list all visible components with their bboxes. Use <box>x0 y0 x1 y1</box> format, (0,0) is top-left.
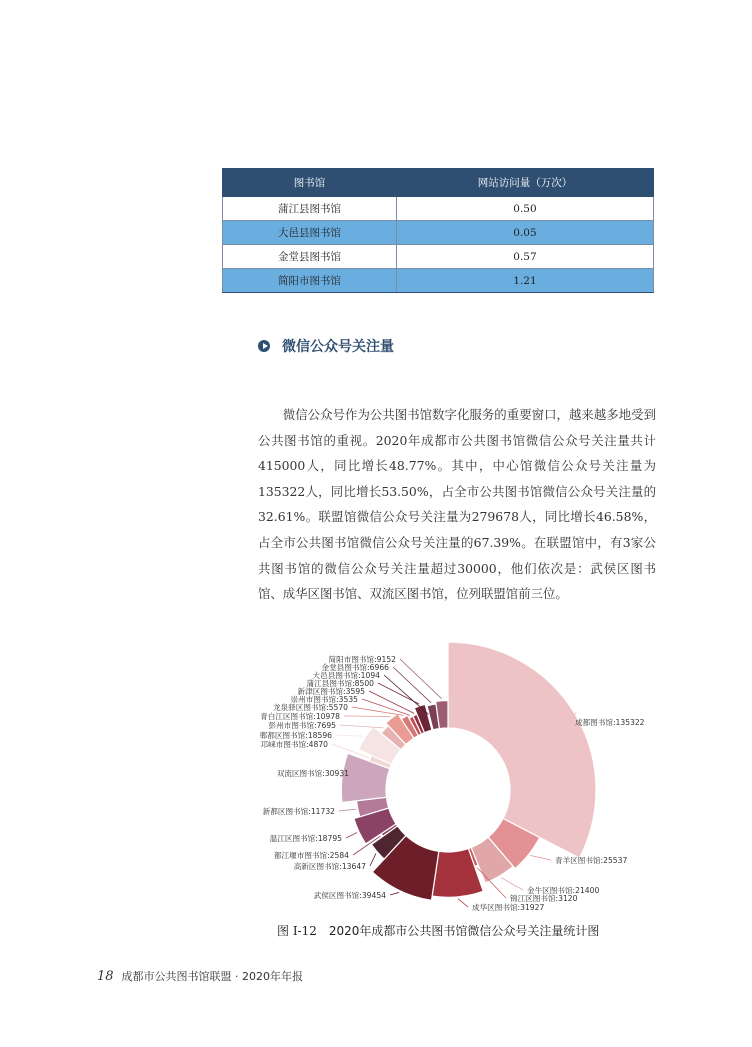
leader-line <box>458 899 468 907</box>
leader-line <box>352 707 403 715</box>
page-number: 18 <box>97 969 114 984</box>
leader-line <box>393 667 431 703</box>
data-label: 青白江区图书馆:10978 <box>260 712 340 721</box>
cell-library: 蒲江县图书馆 <box>223 197 397 221</box>
data-label: 都江堰市图书馆:2584 <box>273 851 349 860</box>
data-label: 龙泉驿区图书馆:5570 <box>272 703 348 712</box>
header-visits: 网站访问量（万次） <box>396 169 653 197</box>
cell-visits: 0.50 <box>396 197 653 221</box>
data-label: 崇州市图书馆:3535 <box>290 695 358 704</box>
figure-number: 图 I-12 <box>277 924 317 938</box>
header-library: 图书馆 <box>223 169 397 197</box>
leader-line <box>530 855 551 860</box>
data-label: 彭州市图书馆:7695 <box>268 721 336 730</box>
data-label: 双流区图书馆:30931 <box>276 769 349 778</box>
cell-visits: 0.57 <box>396 245 653 269</box>
data-label: 简阳市图书馆:9152 <box>328 655 396 664</box>
data-label: 邛崃市图书馆:4870 <box>260 740 328 749</box>
data-label: 青羊区图书馆:25537 <box>555 856 628 865</box>
leader-line <box>501 878 523 890</box>
data-label: 成都图书馆:135322 <box>575 718 645 727</box>
figure-caption <box>277 922 599 939</box>
pie-slice <box>448 642 596 858</box>
data-label: 成华区图书馆:31927 <box>472 903 545 912</box>
cell-library: 简阳市图书馆 <box>223 269 397 293</box>
figure-title: 2020年成都市公共图书馆微信公众号关注量统计图 <box>328 924 600 938</box>
leader-line <box>340 725 383 728</box>
data-label: 金堂县图书馆:6966 <box>321 663 389 672</box>
body-paragraph: 微信公众号作为公共图书馆数字化服务的重要窗口，越来越多地受到公共图书馆的重视。2020年成都市公共图书馆微信公众号关注量共计415000人，同比增长48.77%。其中，中心馆微信公众号关注量为135322人，同比增长53.50%，占全市公共图书馆微信公众号关注量的32.61%。联盟馆微信公众号关注量为279678人，同比增长46.58%，占全市公共图书馆微信公众号关注量的67.39%。在联盟馆中，有3家公共图书馆的微信公众号关注量超过30000，他们依次是：武侯区图书馆、成华区图书馆、双流区图书馆，位列联盟馆前三位。 <box>258 407 656 602</box>
data-label: 新津区图书馆:3595 <box>297 687 365 696</box>
data-label: 新都区图书馆:11732 <box>262 807 335 816</box>
leader-line <box>339 809 356 811</box>
leader-line <box>370 853 376 866</box>
section-title: 微信公众号关注量 <box>282 339 394 355</box>
cell-visits: 1.21 <box>396 269 653 293</box>
cell-library: 大邑县图书馆 <box>223 221 397 245</box>
footer-text: 成都市公共图书馆联盟 · 2020年年报 <box>121 970 304 983</box>
data-label: 金牛区图书馆:21400 <box>527 886 600 895</box>
data-label: 锦江区图书馆:3120 <box>510 894 578 903</box>
leader-line <box>336 735 363 736</box>
page-footer <box>97 968 303 984</box>
data-label: 武侯区图书馆:39454 <box>313 891 386 900</box>
data-label: 郫都区图书馆:18596 <box>259 731 332 740</box>
cell-library: 金堂县图书馆 <box>223 245 397 269</box>
leader-line <box>390 892 399 895</box>
data-label: 高新区图书馆:13647 <box>293 862 366 871</box>
cell-visits: 0.05 <box>396 221 653 245</box>
leader-line <box>346 832 357 838</box>
leader-line <box>369 691 414 713</box>
data-label: 蒲江县图书馆:8500 <box>306 679 374 688</box>
data-label: 温江区图书馆:18795 <box>269 834 342 843</box>
data-label: 大邑县图书馆:1094 <box>312 671 380 680</box>
